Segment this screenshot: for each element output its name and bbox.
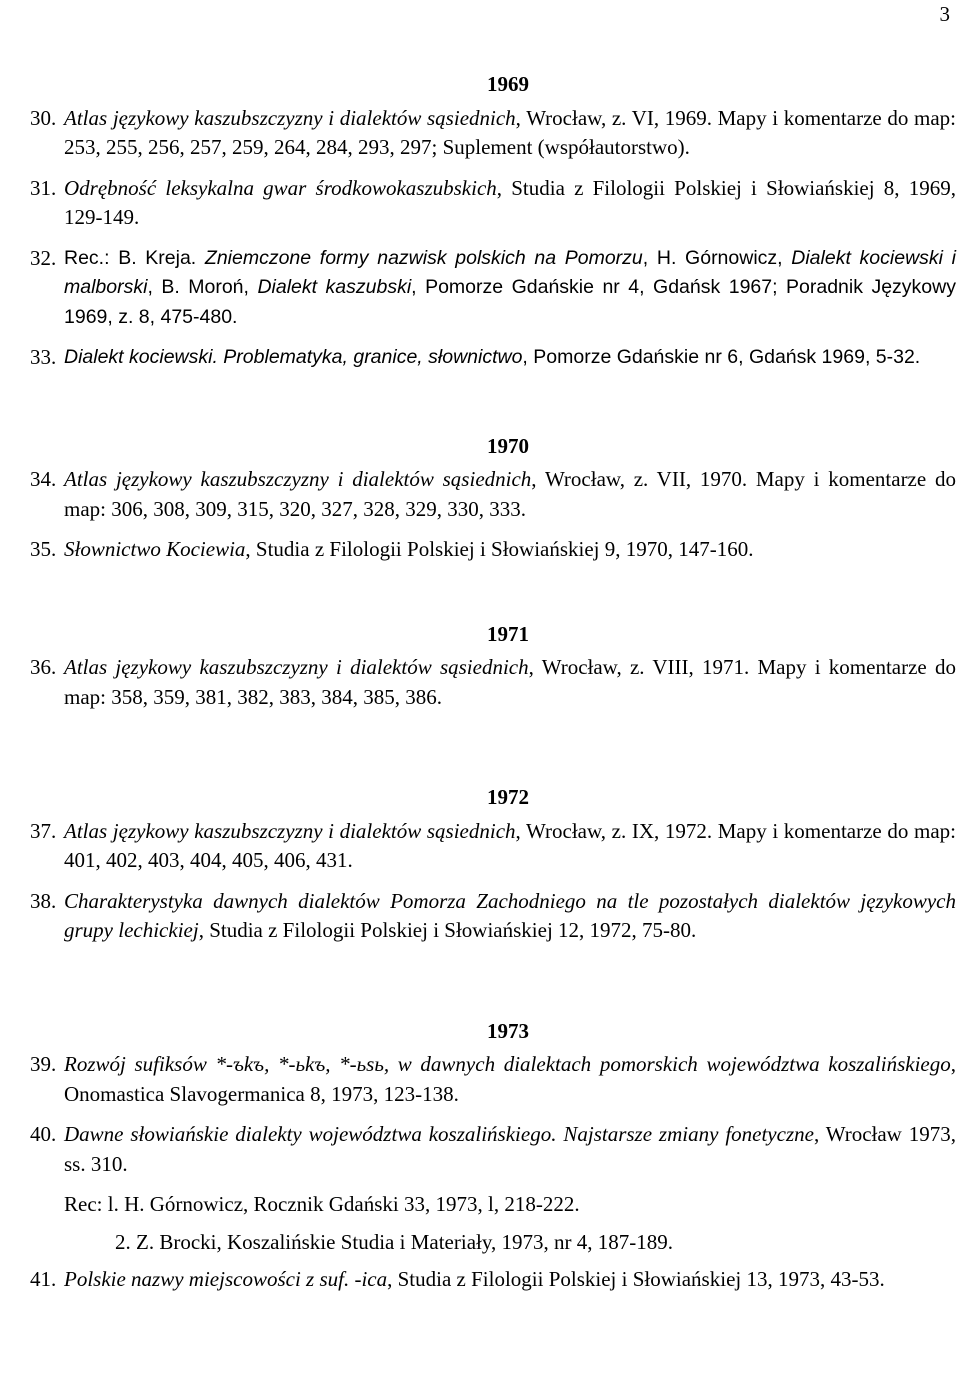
- entry-details: , Wrocław 1973, ss. 310.: [64, 1122, 956, 1176]
- entry-number: 32.: [30, 245, 57, 270]
- entry-number: 36.: [30, 655, 57, 679]
- year-heading: 1969: [487, 72, 529, 96]
- entry-text: [64, 244, 956, 333]
- bibliography-entry: [30, 817, 956, 876]
- entry-title: Atlas językowy kaszubszczyzny i dialektów sąsiednich: [64, 655, 529, 679]
- entry-details: , H. Górnowicz,: [642, 246, 792, 269]
- entry-details: , Studia z Filologii Polskiej i Słowiańskiej 9, 1970, 147-160.: [245, 537, 754, 561]
- bibliography: [30, 70, 956, 1306]
- entry-text: [64, 174, 956, 233]
- bibliography-entry: [30, 1120, 956, 1179]
- entry-details: , Pomorze Gdańskie nr 6, Gdańsk 1969, 5-32.: [522, 346, 921, 368]
- entry-title: Rozwój sufiksów *-ъkъ, *-ьkъ, *-ьsь, w dawnych dialektach pomorskich województwa koszalińskiego: [64, 1052, 951, 1076]
- entry-text: [64, 887, 956, 946]
- entry-text: [64, 343, 956, 373]
- bibliography-entry: [30, 887, 956, 946]
- year-heading: 1970: [487, 433, 529, 458]
- entry-title: Polskie nazwy miejscowości z suf. -ica: [64, 1267, 388, 1291]
- bibliography-entry: [30, 104, 956, 163]
- entry-number: 39.: [30, 1052, 57, 1076]
- entry-text: [64, 653, 956, 712]
- entry-title: Dialekt kociewski. Problematyka, granice, słownictwo: [64, 346, 523, 368]
- entry-number: 38.: [30, 888, 57, 913]
- entry-text: [64, 1050, 956, 1109]
- entry-details: , Wrocław, z. VI, 1969. Mapy i komentarze do map: 253, 255, 256, 257, 259, 264, 284, 293, 297; Suplement (współautorstwo).: [64, 105, 956, 159]
- review-line: 2. Z. Brocki, Koszalińskie Studia i Materiały, 1973, nr 4, 187-189.: [115, 1229, 673, 1254]
- entry-details: , Onomastica Slavogermanica 8, 1973, 123-138.: [64, 1052, 956, 1106]
- entry-text: [64, 104, 956, 163]
- entry-title: Atlas językowy kaszubszczyzny i dialektów sąsiednich: [64, 467, 532, 491]
- entry-text: [64, 1120, 956, 1179]
- entry-details: Rec.: B. Kreja.: [64, 246, 205, 269]
- entry-number: 40.: [30, 1122, 57, 1146]
- bibliography-entry: [30, 343, 956, 373]
- bibliography-entry: [30, 535, 956, 565]
- entry-details: , B. Moroń,: [147, 276, 258, 298]
- entry-number: 31.: [30, 175, 57, 200]
- entry-title: Atlas językowy kaszubszczyzny i dialektów sąsiednich: [64, 105, 516, 130]
- bibliography-entry: [30, 174, 956, 233]
- entry-details: , Studia z Filologii Polskiej i Słowiańskiej 8, 1969, 129-149.: [64, 175, 956, 229]
- entry-number: 34.: [30, 467, 57, 491]
- year-heading: 1973: [487, 1018, 529, 1043]
- entry-text: [64, 535, 956, 565]
- entry-title: Dialekt kaszubski: [257, 276, 412, 298]
- entry-title: Charakterystyka dawnych dialektów Pomorza Zachodniego na tle pozostałych dialektów językowych grupy lechickiej: [64, 888, 956, 942]
- bibliography-entry: [30, 465, 956, 524]
- entry-number: 33.: [30, 345, 57, 369]
- entry-title: Odrębność leksykalna gwar środkowokaszubskich: [64, 175, 497, 200]
- entry-number: 37.: [30, 818, 57, 843]
- entry-details: , Wrocław, z. VIII, 1971. Mapy i komentarze do map: 358, 359, 381, 382, 383, 384, 385, 386.: [64, 655, 956, 709]
- year-heading: 1972: [487, 785, 529, 809]
- entry-title: Dialekt kociewski i malborski: [64, 246, 956, 298]
- bibliography-entry: [30, 653, 956, 712]
- entry-title: Słownictwo Kociewia: [64, 537, 246, 561]
- entry-text: [64, 1265, 956, 1295]
- entry-number: 41.: [30, 1267, 57, 1291]
- review-line: Rec: l. H. Górnowicz, Rocznik Gdański 33, 1973, l, 218-222.: [64, 1192, 580, 1216]
- entry-details: , Wrocław, z. VII, 1970. Mapy i komentarze do map: 306, 308, 309, 315, 320, 327, 328, 329, 330, 333.: [64, 467, 956, 521]
- entry-details: , Studia z Filologii Polskiej i Słowiańskiej 13, 1973, 43-53.: [387, 1267, 885, 1291]
- entry-details: , Studia z Filologii Polskiej i Słowiańskiej 12, 1972, 75-80.: [198, 918, 697, 942]
- entry-number: 30.: [30, 105, 57, 130]
- entry-text: [64, 817, 956, 876]
- bibliography-entry: [30, 1050, 956, 1109]
- entry-title: Atlas językowy kaszubszczyzny i dialektów sąsiednich: [64, 818, 516, 843]
- entry-text: [64, 465, 956, 524]
- year-heading: 1971: [487, 621, 529, 646]
- page-number: 3: [939, 2, 950, 26]
- bibliography-entry: [30, 244, 956, 333]
- entry-details: , Wrocław, z. IX, 1972. Mapy i komentarze do map: 401, 402, 403, 404, 405, 406, 431.: [64, 818, 956, 872]
- entry-number: 35.: [30, 537, 57, 561]
- bibliography-entry: [30, 1265, 956, 1295]
- entry-details: , Pomorze Gdańskie nr 4, Gdańsk 1967; Poradnik Językowy 1969, z. 8, 475-480.: [64, 276, 956, 328]
- entry-title: Zniemczone formy nazwisk polskich na Pomorzu: [204, 246, 643, 269]
- entry-title: Dawne słowiańskie dialekty województwa koszalińskiego. Najstarsze zmiany fonetyczne: [64, 1122, 814, 1146]
